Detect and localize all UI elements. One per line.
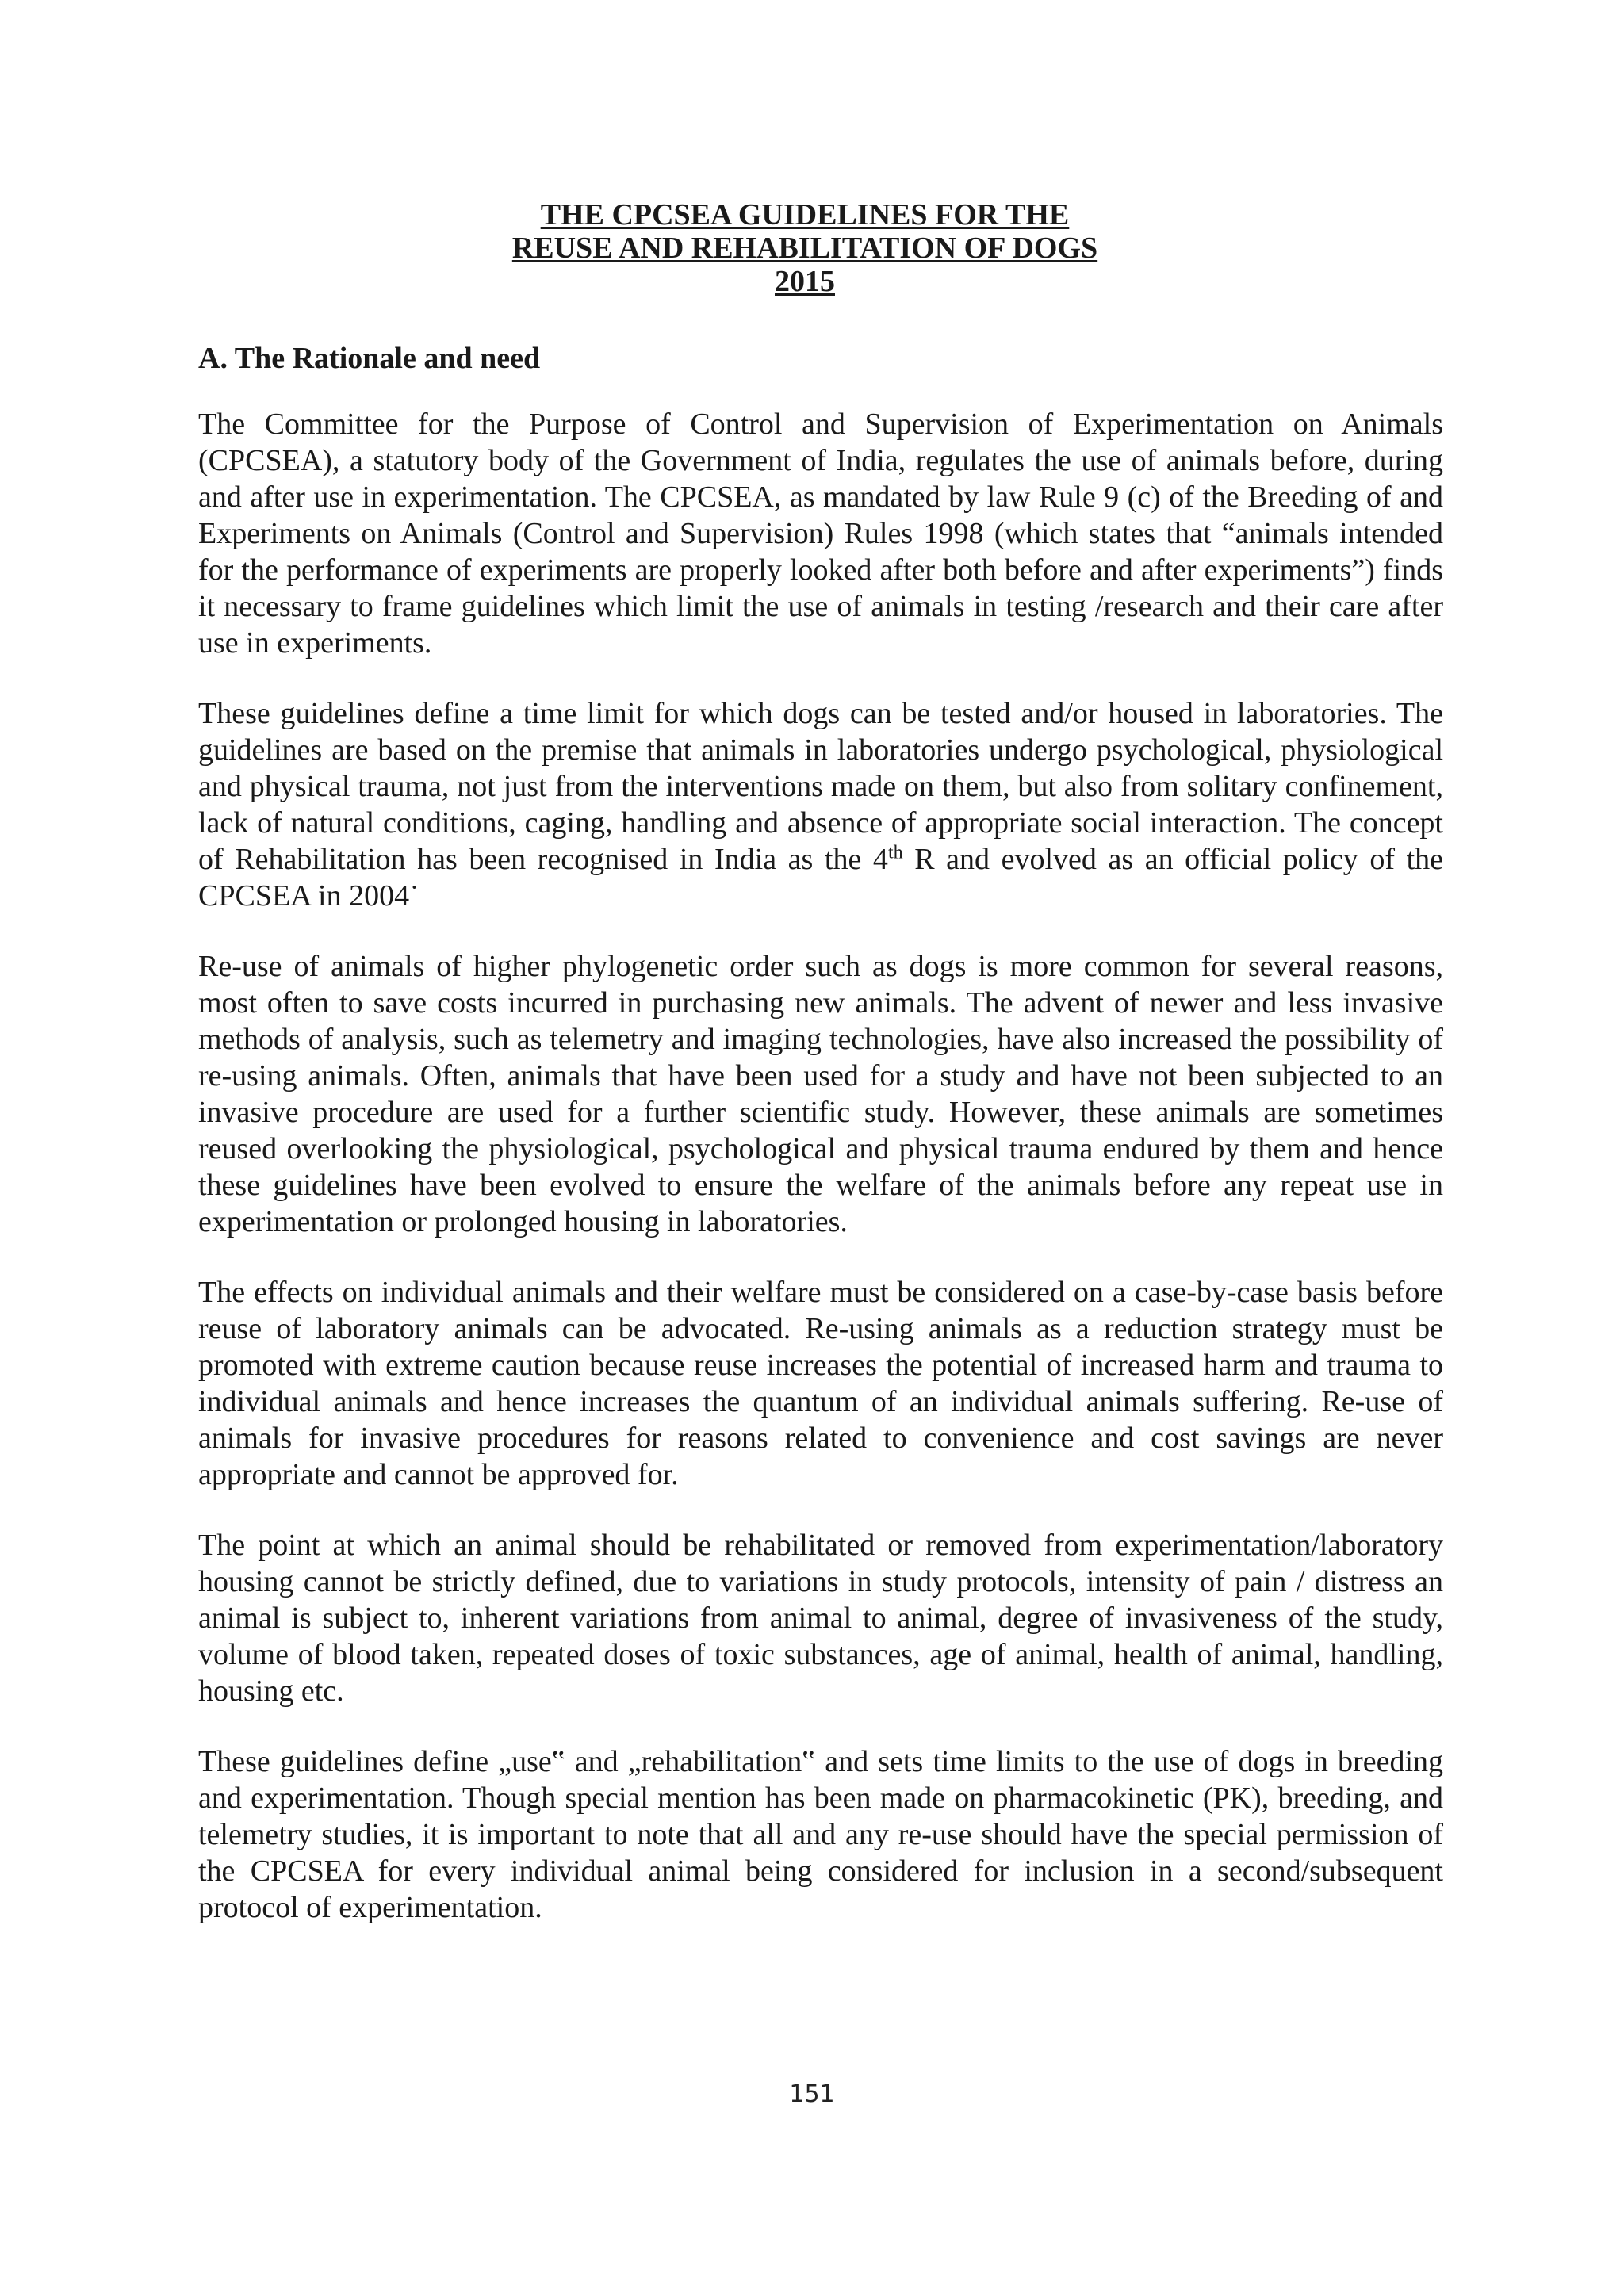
paragraph-4: The effects on individual animals and their welfare must be considered on a case-by-case basis before reuse of laboratory animals can be advocated. Re-using animals as a reduction strategy must be promoted with extreme caution because reuse increases the potential of increased harm and trauma to individual animals and hence increases the quantum of an individual animals suffering. Re-use of animals for invasive procedures for reasons related to convenience and cost savings are never appropriate and cannot be approved for. bbox=[198, 1276, 1443, 1491]
title-line-2: REUSE AND REHABILITATION OF DOGS bbox=[511, 232, 1098, 265]
paragraph-5: The point at which an animal should be rehabilitated or removed from experimentation/laboratory housing cannot be strictly defined, due to variations in study protocols, intensity of pain / distress an animal is subject to, inherent variations from animal to animal, degree of invasiveness of the study, volume of blood taken, repeated doses of toxic substances, age of animal, health of animal, handling, housing etc. bbox=[198, 1529, 1443, 1708]
paragraph-3: Re-use of animals of higher phylogenetic order such as dogs is more common for several reasons, most often to save costs incurred in purchasing new animals. The advent of newer and less invasive methods of analysis, such as telemetry and imaging technologies, have also increased the possibility of re-using animals. Often, animals that have been used for a study and have not been subjected to an invasive procedure are used for a further scientific study. However, these animals are sometimes reused overlooking the physiological, psychological and physical trauma endured by them and hence these guidelines have been evolved to ensure the welfare of the animals before any repeat use in experimentation or prolonged housing in laboratories. bbox=[198, 950, 1443, 1238]
paragraph-2-text-end: R and evolved as an official policy of the CPCSEA in 2004˙ bbox=[198, 843, 1444, 913]
paragraph-1: The Committee for the Purpose of Control and Supervision of Experimentation on Animals (CPCSEA), a statutory body of the Government of India, regulates the use of animals before, during and after use in experimentation. The CPCSEA, as mandated by law Rule 9 (c) of the Breeding of and Experiments on Animals (Control and Supervision) Rules 1998 (which states that “animals intended for the performance of experiments are properly looked after both before and after experiments”) finds it necessary to frame guidelines which limit the use of animals in testing /research and their care after use in experiments. bbox=[198, 408, 1443, 660]
paragraph-2 bbox=[198, 695, 1443, 914]
title-year: 2015 bbox=[775, 265, 835, 298]
paragraph-6: These guidelines define „use‟ and „rehabilitation‟ and sets time limits to the use of dogs in breeding and experimentation. Though special mention has been made on pharmacokinetic (PK), breeding, and telemetry studies, it is important to note that all and any re-use should have the special permission of the CPCSEA for every individual animal being considered for inclusion in a second/subsequent protocol of experimentation. bbox=[198, 1745, 1443, 1924]
document-title bbox=[198, 198, 1411, 298]
page-number: 151 bbox=[789, 2080, 835, 2108]
section-heading-a: A. The Rationale and need bbox=[198, 342, 541, 375]
title-line-1: THE CPCSEA GUIDELINES FOR THE bbox=[540, 198, 1070, 232]
paragraph-2-text: These guidelines define a time limit for which dogs can be tested and/or housed in laboratories. The guidelines are based on the premise that animals in laboratories undergo psychological, physiological and physical trauma, not just from the interventions made on them, but also from solitary confinement, lack of natural conditions, caging, handling and absence of appropriate social interaction. The concept of Rehabilitation has been recognised in India as the 4 bbox=[198, 697, 1443, 876]
ordinal-superscript: th bbox=[887, 842, 903, 863]
document-page bbox=[198, 198, 1443, 1960]
